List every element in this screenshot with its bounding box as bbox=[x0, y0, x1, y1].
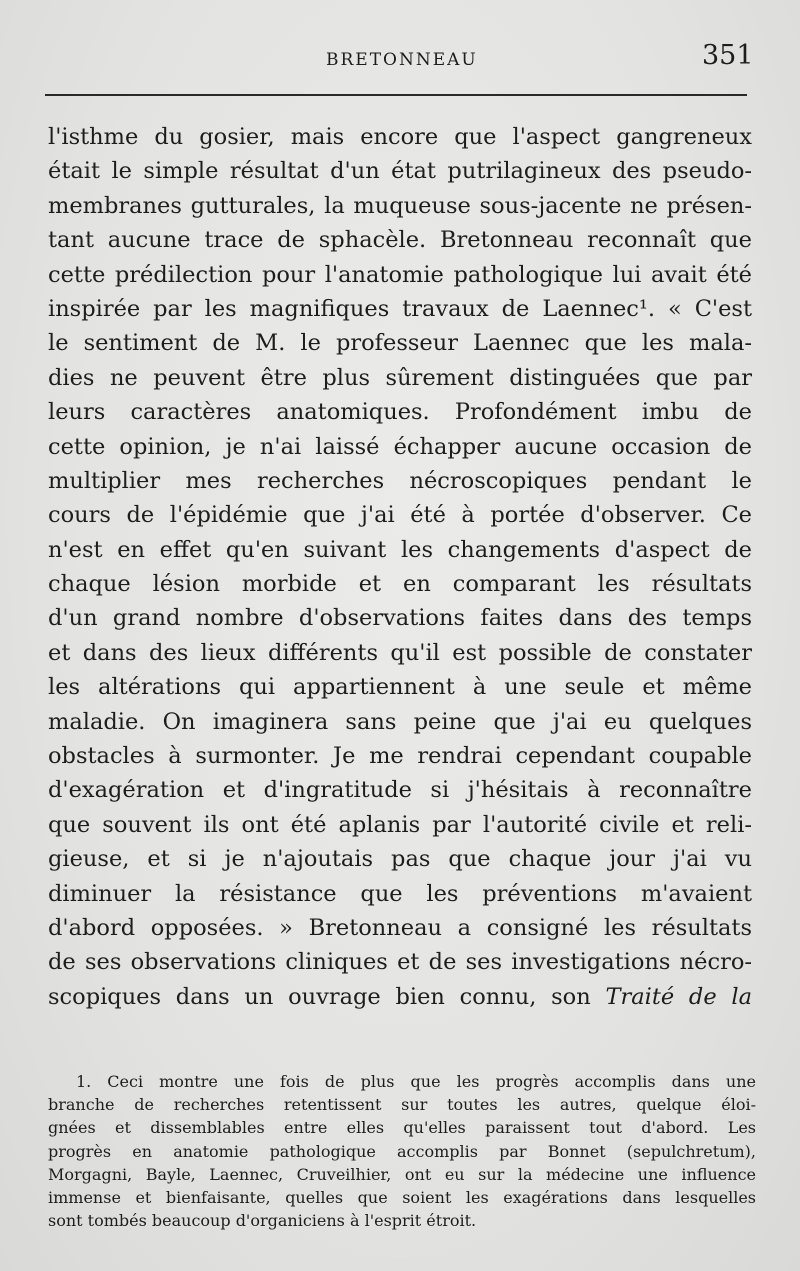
body-line: et dans des lieux différents qu'il est possible de constater bbox=[48, 639, 752, 666]
body-line: le sentiment de M. le professeur Laennec que les mala- bbox=[48, 330, 752, 357]
footnote-line: immense et bienfaisante, quelles que soient les exagérations dans lesquelles bbox=[48, 1187, 756, 1207]
footnote-line: 1. Ceci montre une fois de plus que les progrès accomplis dans une bbox=[76, 1072, 756, 1091]
body-line: gieuse, et si je n'ajoutais pas que chaque jour j'ai vu bbox=[48, 846, 752, 873]
header-rule bbox=[45, 94, 747, 96]
footnote-line: Morgagni, Bayle, Laennec, Cruveilhier, ont eu sur la médecine une influence bbox=[48, 1164, 756, 1184]
body-line-plain: scopiques dans un ouvrage bien connu, son bbox=[48, 983, 591, 1010]
body-line: membranes gutturales, la muqueuse sous-jacente ne présen- bbox=[48, 192, 752, 219]
footnote-line: sont tombés beaucoup d'organiciens à l'esprit étroit. bbox=[48, 1211, 477, 1231]
running-head bbox=[0, 40, 800, 80]
body-line-last bbox=[48, 980, 752, 1014]
running-head-title: BRETONNEAU bbox=[326, 50, 478, 70]
body-line: cours de l'épidémie que j'ai été à portée d'observer. Ce bbox=[48, 502, 752, 529]
body-line: multiplier mes recherches nécroscopiques pendant le bbox=[48, 467, 752, 494]
book-title-italic: Traité de la bbox=[605, 983, 753, 1010]
body-line: de ses observations cliniques et de ses investigations nécro- bbox=[48, 949, 752, 976]
body-line: d'abord opposées. » Bretonneau a consigné les résultats bbox=[48, 914, 752, 941]
body-line: les altérations qui appartiennent à une seule et même bbox=[48, 674, 752, 701]
body-line: l'isthme du gosier, mais encore que l'aspect gangreneux bbox=[48, 124, 752, 150]
body-line: leurs caractères anatomiques. Profondément imbu de bbox=[48, 399, 752, 426]
page-number: 351 bbox=[702, 40, 754, 71]
body-line: était le simple résultat d'un état putrilagineux des pseudo- bbox=[48, 158, 752, 185]
body-line: d'un grand nombre d'observations faites dans des temps bbox=[48, 605, 752, 632]
body-line: cette prédilection pour l'anatomie pathologique lui avait été bbox=[48, 261, 752, 288]
footnote bbox=[48, 1070, 756, 1232]
body-text bbox=[48, 120, 752, 1014]
footnote-line: branche de recherches retentissent sur toutes les autres, quelque éloi- bbox=[48, 1095, 756, 1115]
footnote-line: progrès en anatomie pathologique accomplis par Bonnet (sepulchretum), bbox=[48, 1141, 756, 1161]
body-line: d'exagération et d'ingratitude si j'hésitais à reconnaître bbox=[48, 777, 752, 804]
body-line: inspirée par les magnifiques travaux de Laennec¹. « C'est bbox=[48, 295, 752, 322]
body-line: n'est en effet qu'en suivant les changements d'aspect de bbox=[48, 536, 752, 563]
body-line: diminuer la résistance que les préventions m'avaient bbox=[48, 880, 752, 907]
footnote-line: gnées et dissemblables entre elles qu'elles paraissent tout d'abord. Les bbox=[48, 1118, 756, 1138]
body-line: obstacles à surmonter. Je me rendrai cependant coupable bbox=[48, 743, 752, 770]
body-line: chaque lésion morbide et en comparant les résultats bbox=[48, 571, 752, 598]
body-line: dies ne peuvent être plus sûrement distinguées que par bbox=[48, 364, 752, 391]
body-line: que souvent ils ont été aplanis par l'autorité civile et reli- bbox=[48, 811, 752, 838]
body-line: maladie. On imaginera sans peine que j'ai eu quelques bbox=[48, 708, 752, 735]
body-line: tant aucune trace de sphacèle. Bretonneau reconnaît que bbox=[48, 227, 752, 254]
body-line: cette opinion, je n'ai laissé échapper aucune occasion de bbox=[48, 433, 752, 460]
